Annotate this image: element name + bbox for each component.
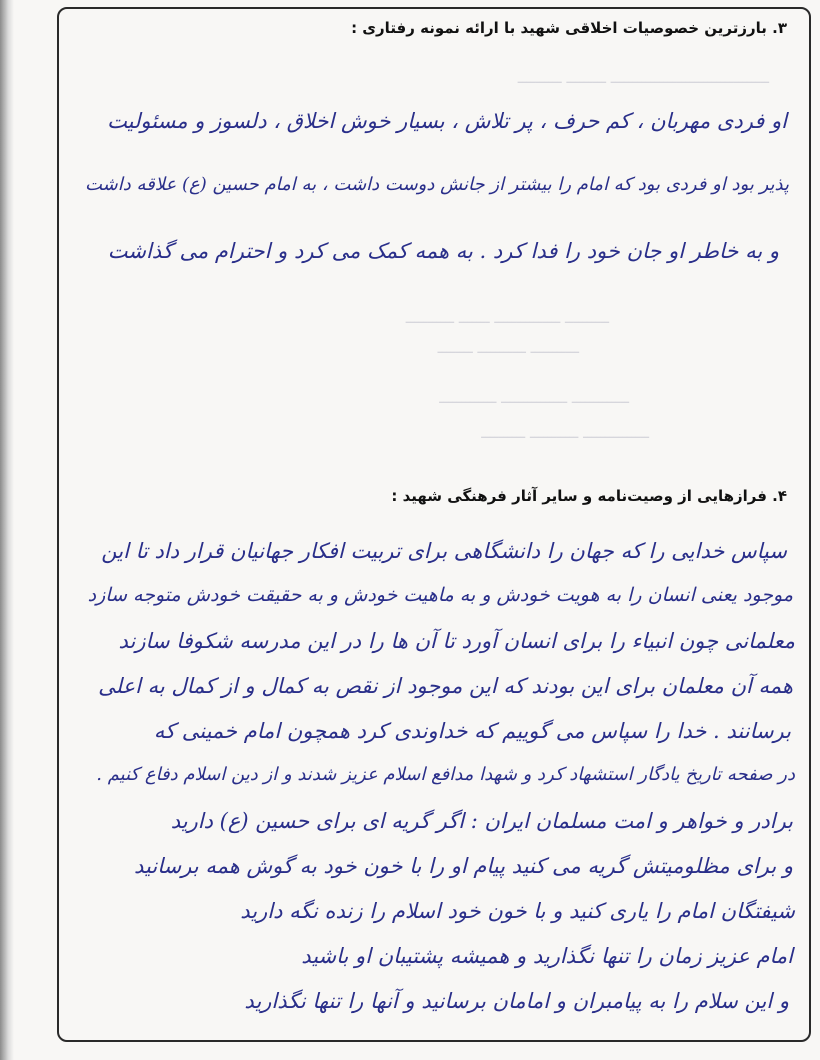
handwritten-line: همه آن معلمان برای این بودند که این موجود از نقص به کمال و از کمال به اعلی [98, 674, 793, 698]
form-frame [57, 7, 811, 1042]
handwritten-line: سپاس خدایی را که جهان را دانشگاهی برای تربیت افکار جهانیان قرار داد تا این [101, 539, 787, 563]
bleed-through-text: ـــــــــــــ ـــــــــــــــ ـــــــــــــ [439, 389, 629, 407]
handwritten-line: در صفحه تاریخ یادگار استشهاد کرد و شهدا مدافع اسلام عزیز شدند و از دین اسلام دفاع کنیم . [96, 764, 795, 785]
handwritten-line: معلمانی چون انبیاء را برای انسان آورد تا آن ها را در این مدرسه شکوفا سازند [118, 629, 795, 653]
scan-edge-shadow [0, 0, 14, 1060]
handwritten-line: پذیر بود او فردی بود که امام را بیشتر از جانش دوست داشت ، به امام حسین (ع) علاقه داشت [85, 174, 789, 195]
bleed-through-text: ـــــــــــــــ ـــــــــــ ــــــــــ [481, 424, 649, 442]
section3-heading: ۳. بارزترین خصوصیات اخلاقی شهید با ارائه نمونه رفتاری : [351, 19, 787, 37]
handwritten-line: برادر و خواهر و امت مسلمان ایران : اگر گریه ای برای حسین (ع) دارید [170, 809, 793, 833]
handwritten-line: امام عزیز زمان را تنها نگذارید و همیشه پشتیبان او باشید [301, 944, 793, 968]
bleed-through-text: ــــــــــ ـــــــــــــــ ـــــــ ـــــــــــ [405, 309, 609, 327]
handwritten-line: موجود یعنی انسان را به هویت خودش و به ماهیت خودش و به حقیقت خودش متوجه سازد [87, 584, 793, 606]
bleed-through-text: ــــــــــــــــــــــــــــــــــــ ـــــــــ ــــــــــ [517, 69, 769, 87]
handwritten-line: او فردی مهربان ، کم حرف ، پر تلاش ، بسیار خوش اخلاق ، دلسوز و مسئولیت [107, 109, 787, 133]
handwritten-line: و برای مظلومیتش گریه می کنید پیام او را با خون خود به گوش همه برسانید [134, 854, 793, 878]
handwritten-line: و این سلام را به پیامبران و امامان برسانید و آنها را تنها نگذارید [244, 989, 789, 1013]
handwritten-line: شیفتگان امام را یاری کنید و با خون خود اسلام را زنده نگه دارید [240, 899, 795, 923]
handwritten-line: و به خاطر او جان خود را فدا کرد . به همه کمک می کرد و احترام می گذاشت [107, 239, 779, 263]
handwritten-line: برسانند . خدا را سپاس می گوییم که خداوندی کرد همچون امام خمینی که [153, 719, 791, 743]
bleed-through-text: ـــــــــــ ـــــــــــ ــــــــ [437, 339, 579, 357]
section4-heading: ۴. فرازهایی از وصیت‌نامه و سایر آثار فرهنگی شهید : [391, 487, 787, 505]
